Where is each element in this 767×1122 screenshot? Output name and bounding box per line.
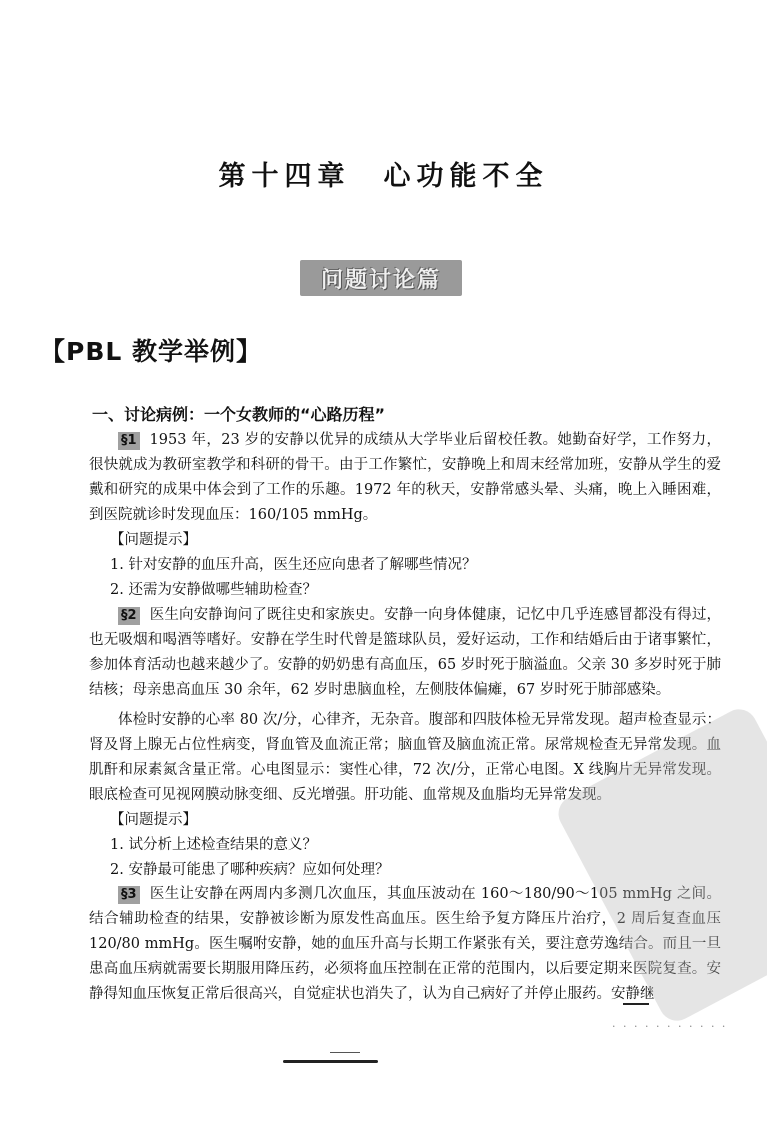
hint2-question-2: 2. 安静最可能患了哪种疾病？应如何处理？ [110, 862, 390, 878]
section-banner [300, 260, 462, 296]
section-heading: 【PBL 教学举例】 [40, 337, 263, 366]
section-tag-s3: §3 [118, 886, 140, 904]
hint1-label: 【问题提示】 [110, 532, 197, 548]
case-heading: 一、讨论病例：一个女教师的“心路历程” [92, 405, 386, 424]
underline-mark [623, 1003, 649, 1005]
chapter-title: 第十四章 心功能不全 [218, 161, 549, 192]
footer-rule [283, 1060, 378, 1063]
hint1-question-2: 2. 还需为安静做哪些辅助检查？ [110, 582, 317, 598]
banner-label: 问题讨论篇 [320, 267, 441, 293]
scan-dots: · · · · · · · · · · · [612, 1020, 728, 1033]
hint2-label: 【问题提示】 [110, 812, 197, 828]
paragraph-s2 [89, 603, 721, 703]
s3-text: 医生让安静在两周内多测几次血压，其血压波动在 160～180/90～105 mmHg 之间。结合辅助检查的结果，安静被诊断为原发性高血压。医生给予复方降压片治疗，2 周后复查血压 120/80 mmHg。医生嘱咐安静，她的血压升高与长期工作紧张有关，要注意劳逸结合。而且一旦患高血压病就需要长期服用降压药，必须将血压控制在正常的范围内，以后要定期来医院复查。安静得知血压恢复正常后很高兴，自觉症状也消失了，认为自己病好了并停止服药。安静继 [89, 886, 721, 1002]
section-tag-s1: §1 [118, 432, 140, 450]
section-tag-s2: §2 [118, 607, 140, 625]
s2-text: 医生向安静询问了既往史和家族史。安静一向身体健康，记忆中几乎连感冒都没有得过，也无吸烟和喝酒等嗜好。安静在学生时代曾是篮球队员，爱好运动，工作和结婚后由于诸事繁忙，参加体育活动也越来越少了。安静的奶奶患有高血压，65 岁时死于脑溢血。父亲 30 多岁时死于肺结核；母亲患高血压 30 余年，62 岁时患脑血栓，左侧肢体偏瘫，67 岁时死于肺部感染。 [89, 607, 721, 698]
paragraph-exam: 体检时安静的心率 80 次/分，心律齐，无杂音。腹部和四肢体检无异常发现。超声检查显示：肾及肾上腺无占位性病变，肾血管及血流正常；脑血管及脑血流正常。尿常规检查无异常发现。血肌酐和尿素氮含量正常。心电图显示：窦性心律，72 次/分，正常心电图。X 线胸片无异常发现。眼底检查可见视网膜动脉变细、反光增强。肝功能、血常规及血脂均无异常发现。 [89, 712, 721, 803]
s1-text: 1953 年，23 岁的安静以优异的成绩从大学毕业后留校任教。她勤奋好学，工作努力，很快就成为教研室教学和科研的骨干。由于工作繁忙，安静晚上和周末经常加班，安静从学生的爱戴和研究的成果中体会到了工作的乐趣。1972 年的秋天，安静常感头晕、头痛，晚上入睡困难，到医院就诊时发现血压：160/105 mmHg。 [89, 432, 721, 523]
paragraph-s1 [89, 428, 721, 528]
footer-rule-small [330, 1052, 360, 1053]
hint1-question-1: 1. 针对安静的血压升高，医生还应向患者了解哪些情况？ [110, 557, 477, 573]
hint2-question-1: 1. 试分析上述检查结果的意义？ [110, 837, 317, 853]
